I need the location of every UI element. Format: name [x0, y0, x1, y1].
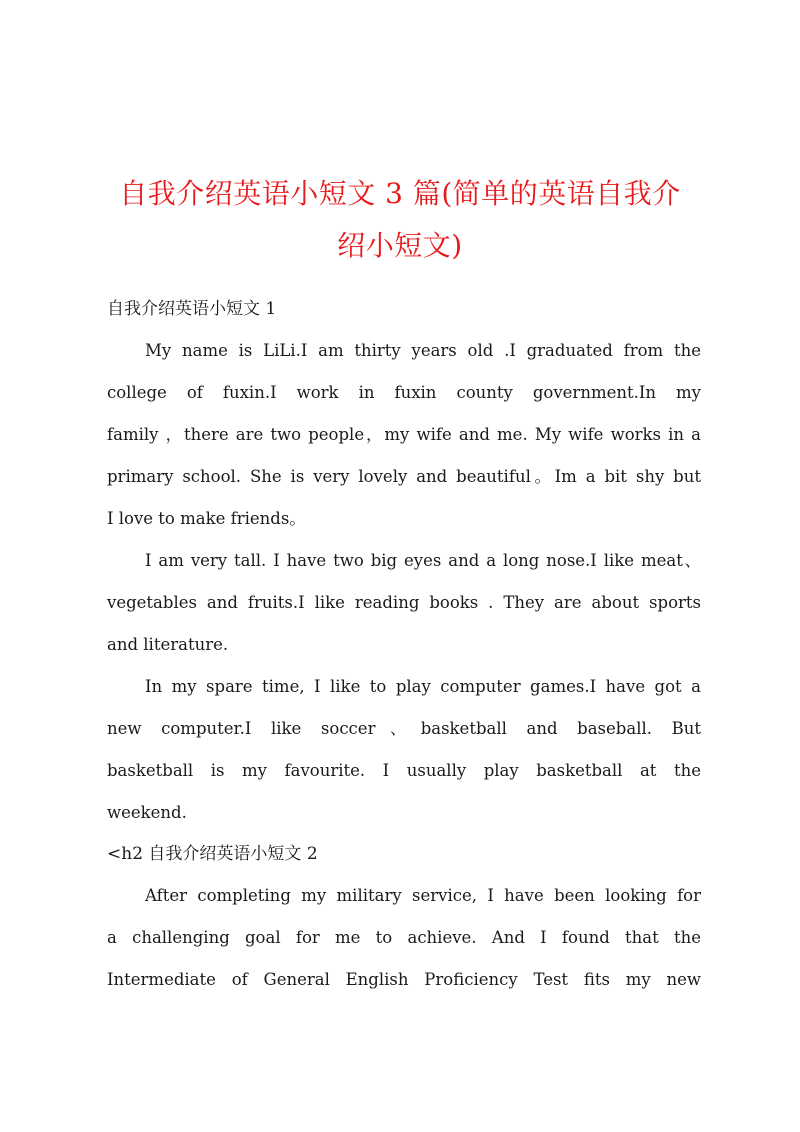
title-line-1: 自我介绍英语小短文 3 篇(简单的英语自我介	[119, 177, 681, 210]
paragraph-4	[107, 875, 701, 1001]
paragraph-3-line: new computer.I like soccer、basketball and baseball. But	[107, 719, 701, 738]
paragraph-2	[107, 540, 701, 666]
paragraph-4-line: a challenging goal for me to achieve. And I found that the	[107, 928, 701, 947]
paragraph-1-line: My name is LiLi.I am thirty years old .I graduated from the	[145, 341, 701, 360]
document-title	[100, 168, 700, 272]
paragraph-1-line: family ，there are two people，my wife and me. My wife works in a	[107, 425, 701, 444]
paragraph-2-line: I am very tall. I have two big eyes and a long nose.I like meat、	[145, 551, 701, 570]
paragraph-2-line: and literature.	[107, 635, 229, 654]
paragraph-1	[107, 330, 701, 540]
paragraph-4-line: Intermediate of General English Proficiency Test fits my new	[107, 970, 701, 989]
paragraph-3-line: weekend.	[107, 803, 187, 822]
paragraph-4-line: After completing my military service, I have been looking for	[145, 886, 701, 905]
paragraph-3	[107, 666, 701, 834]
paragraph-1-line: I love to make friends。	[107, 509, 306, 528]
paragraph-1-line: college of fuxin.I work in fuxin county government.In my	[107, 383, 701, 402]
title-line-2: 绍小短文)	[337, 229, 463, 262]
paragraph-3-line: In my spare time, I like to play computer games.I have got a	[145, 677, 701, 696]
section-1-heading: 自我介绍英语小短文 1	[107, 299, 277, 319]
paragraph-2-line: vegetables and fruits.I like reading books . They are about sports	[107, 593, 701, 612]
paragraph-3-line: basketball is my favourite. I usually play basketball at the	[107, 761, 701, 780]
section-2-heading: <h2 自我介绍英语小短文 2	[107, 844, 318, 864]
paragraph-1-line: primary school. She is very lovely and beautiful。Im a bit shy but	[107, 467, 701, 486]
